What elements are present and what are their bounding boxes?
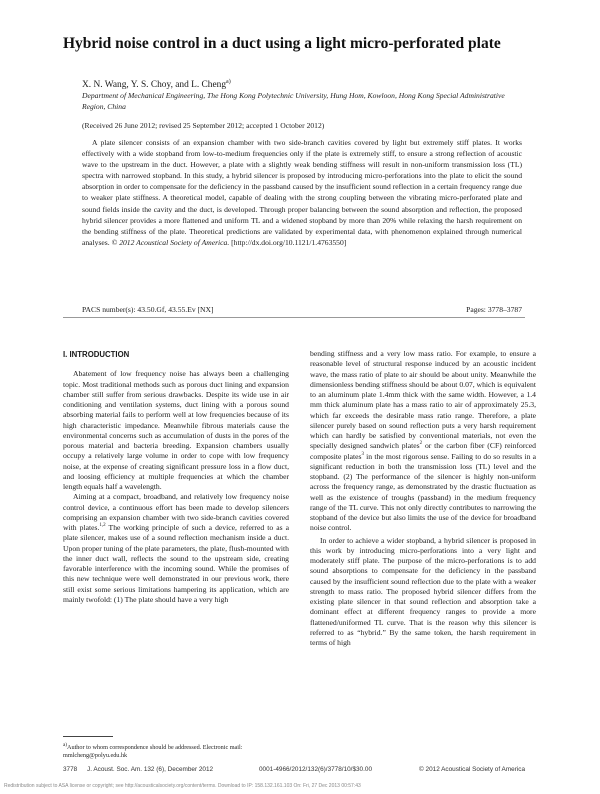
abstract-text: A plate silencer consists of an expansion chamber with two side-branch cavities covered by light but extremely stiff plates. It works effectively with a wide stopband from low-to-medium frequencies only if the plate is extremely stiff, to ensure a strong reflection of acoustic wave to the upstream in the duct. However, a plate with a slightly weak bending stiffness will result in non-uniform transmission loss (TL) spectra with narrowed stopband. In this study, a hybrid silencer is proposed by introducing micro-perforations into the plate to elicit the sound absorption in order to compensate for the deficiency in the passband caused by the insufficient sound reflection in a certain frequency range due to weaker plate stiffness. A theoretical model, capable of dealing with the strong coupling between the vibrating micro-perforated plate and sound fields inside the cavity and the duct, is developed. Through proper balancing between the sound absorption and reflection, the proposed hybrid silencer provides a more flattened and uniform TL and a widened stopband by more than 20% while relaxing the harsh requirement on the bending stiffness of the plate. Theoretical predictions are validated by experimental data, with phenomenon explained through numerical analyses. <box>82 138 522 247</box>
intro-paragraph-3-text: bending stiffness and a very low mass ratio. For example, to ensure a reasonable level of structural response induced by an acoustic incident wave, the mass ratio of plate to air should be about unity. Meanwhile the dimensionless bending stiffness should be about 0.07, which is equivalent to an aluminum plate 1.4mm thick with the same width. However, a 1.4 mm thick aluminum plate has a mass ratio to air of approximately 25.3, which far exceeds the desirable mass ratio range. Therefore, a plate silencer purely based on sound reflection puts a very harsh requirement which can hardly be satisfied by conventional materials, not even the specially designed sandwich plates <box>310 349 536 451</box>
footer-copyright: © 2012 Acoustical Society of America <box>419 766 525 773</box>
intro-paragraph-3-end: in the most rigorous sense. Failing to do so results in a significant reduction in both the transmission loss (TL) level and the stopband. (2) The performance of the silencer is highly non-uniform across the frequency range, as demonstrated by the drastic fluctuation as well as the existence of troughs (passband) in the medium frequency range of the TL curve. This not only directly contributes to narrowing the stopband of the device but also limits the use of the device for broadband noise control. <box>310 451 536 533</box>
citation-ref[interactable]: 2 <box>419 441 423 447</box>
intro-paragraph-2-text: Aiming at a compact, broadband, and relatively low frequency noise control device, a continuous effort has been made to develop silencers comprising an expansion chamber with two side-branch cavities covered with plates. <box>63 492 289 532</box>
abstract <box>82 137 522 248</box>
footnote-mark: a) <box>63 742 68 748</box>
footnote-rule <box>63 736 113 737</box>
footnote-text: Author to whom correspondence should be addressed. Electronic mail: mmlcheng@polyu.edu.hk <box>63 744 243 760</box>
intro-paragraph-2-cont: The working principle of such a device, referred to as a plate silencer, makes use of a sound reflection mechanism inside a duct. Upon proper tuning of the plate parameters, the plate, flush-mounted with the inner duct wall, reflects the sound to the upstream side, creating favorable interference with the incoming sound. While the promises of this new technique were well demonstrated in our previous work, there still exist some serious limitations hampering its application, which are mainly twofold: (1) The plate should have a very high <box>63 523 289 604</box>
author-names: X. N. Wang, Y. S. Choy, and L. Cheng <box>82 80 227 91</box>
received-dates: (Received 26 June 2012; revised 25 September 2012; accepted 1 October 2012) <box>82 121 325 130</box>
affiliation: Department of Mechanical Engineering, The Hong Kong Polytechnic University, Hung Hom, Kowloon, Hong Kong Special Administrative Region, China <box>82 91 505 111</box>
author-list <box>82 76 542 91</box>
author-footnote-mark[interactable]: a) <box>226 79 231 85</box>
abstract-copyright: © 2012 Acoustical Society of America. <box>111 237 230 247</box>
left-column <box>63 350 289 605</box>
right-column <box>310 349 536 648</box>
intro-paragraph-2 <box>63 492 289 605</box>
citation-ref[interactable]: 3 <box>361 451 364 457</box>
section-divider <box>63 317 525 318</box>
journal-citation: J. Acoust. Soc. Am. 132 (6), December 2012 <box>87 766 214 773</box>
paper-title: Hybrid noise control in a duct using a light micro-perforated plate <box>63 35 501 52</box>
doi-link[interactable]: [http://dx.doi.org/10.1121/1.4763550] <box>231 237 347 247</box>
pacs-row <box>82 304 522 315</box>
intro-paragraph-3-cont: or the carbon fiber (CF) reinforced composite plates <box>310 441 536 461</box>
redistribution-notice[interactable]: Redistribution subject to ASA license or copyright; see http://acousticalsociety.org/content/terms. Download to IP: 158.132.161.103 On: Fri, 27 Dec 2013 00:57:43 <box>4 783 361 789</box>
intro-paragraph-1: Abatement of low frequency noise has always been a challenging topic. Most traditional methods such as porous duct lining and expansion chamber still suffer from serious drawbacks. Despite its wide use in air conditioning and ventilation systems, duct lining with a porous sound absorbing material fails to perform well at low frequencies because of its high characteristic impedance. Meanwhile fibrous materials cause the environmental concerns such as accumulation of dusts in the pores of the porous material and bacteria breeding. Expansion chambers usually occupy a relatively large volume in order to cope with low frequency noise, at the expense of creating significant pressure loss in a flow duct, and loosing efficiency at multiple frequencies at which the chamber length equals half a wavelength. <box>63 369 289 491</box>
pacs-numbers: PACS number(s): 43.50.Gf, 43.55.Ev [NX] <box>82 305 214 314</box>
issn-line: 0001-4966/2012/132(6)/3778/10/$30.00 <box>259 766 373 773</box>
intro-paragraph-4: In order to achieve a wider stopband, a hybrid silencer is proposed in this work by introducing micro-perforations into a very light and moderately stiff plate. The purpose of the micro-perforations is to add sound absorptions to compensate for the deficiency in the passband caused by the insufficient sound reflection due to the plate with a weaker strength to mass ratio. The proposed hybrid silencer differs from the existing plate silencer in that sound reflection and absorption take a dominant effect at different frequency ranges to provide a more flattened/uniformed TL curve. That is the reason why this silencer is referred to as “hybrid.” By the same token, the harsh requirement in terms of high <box>310 535 536 647</box>
page-number: 3778 <box>63 766 78 773</box>
footnote <box>63 741 289 761</box>
section-heading: I. INTRODUCTION <box>63 350 130 359</box>
citation-ref[interactable]: 1,2 <box>99 523 106 528</box>
page-range: Pages: 3778–3787 <box>466 305 522 314</box>
intro-paragraph-3 <box>310 349 536 534</box>
